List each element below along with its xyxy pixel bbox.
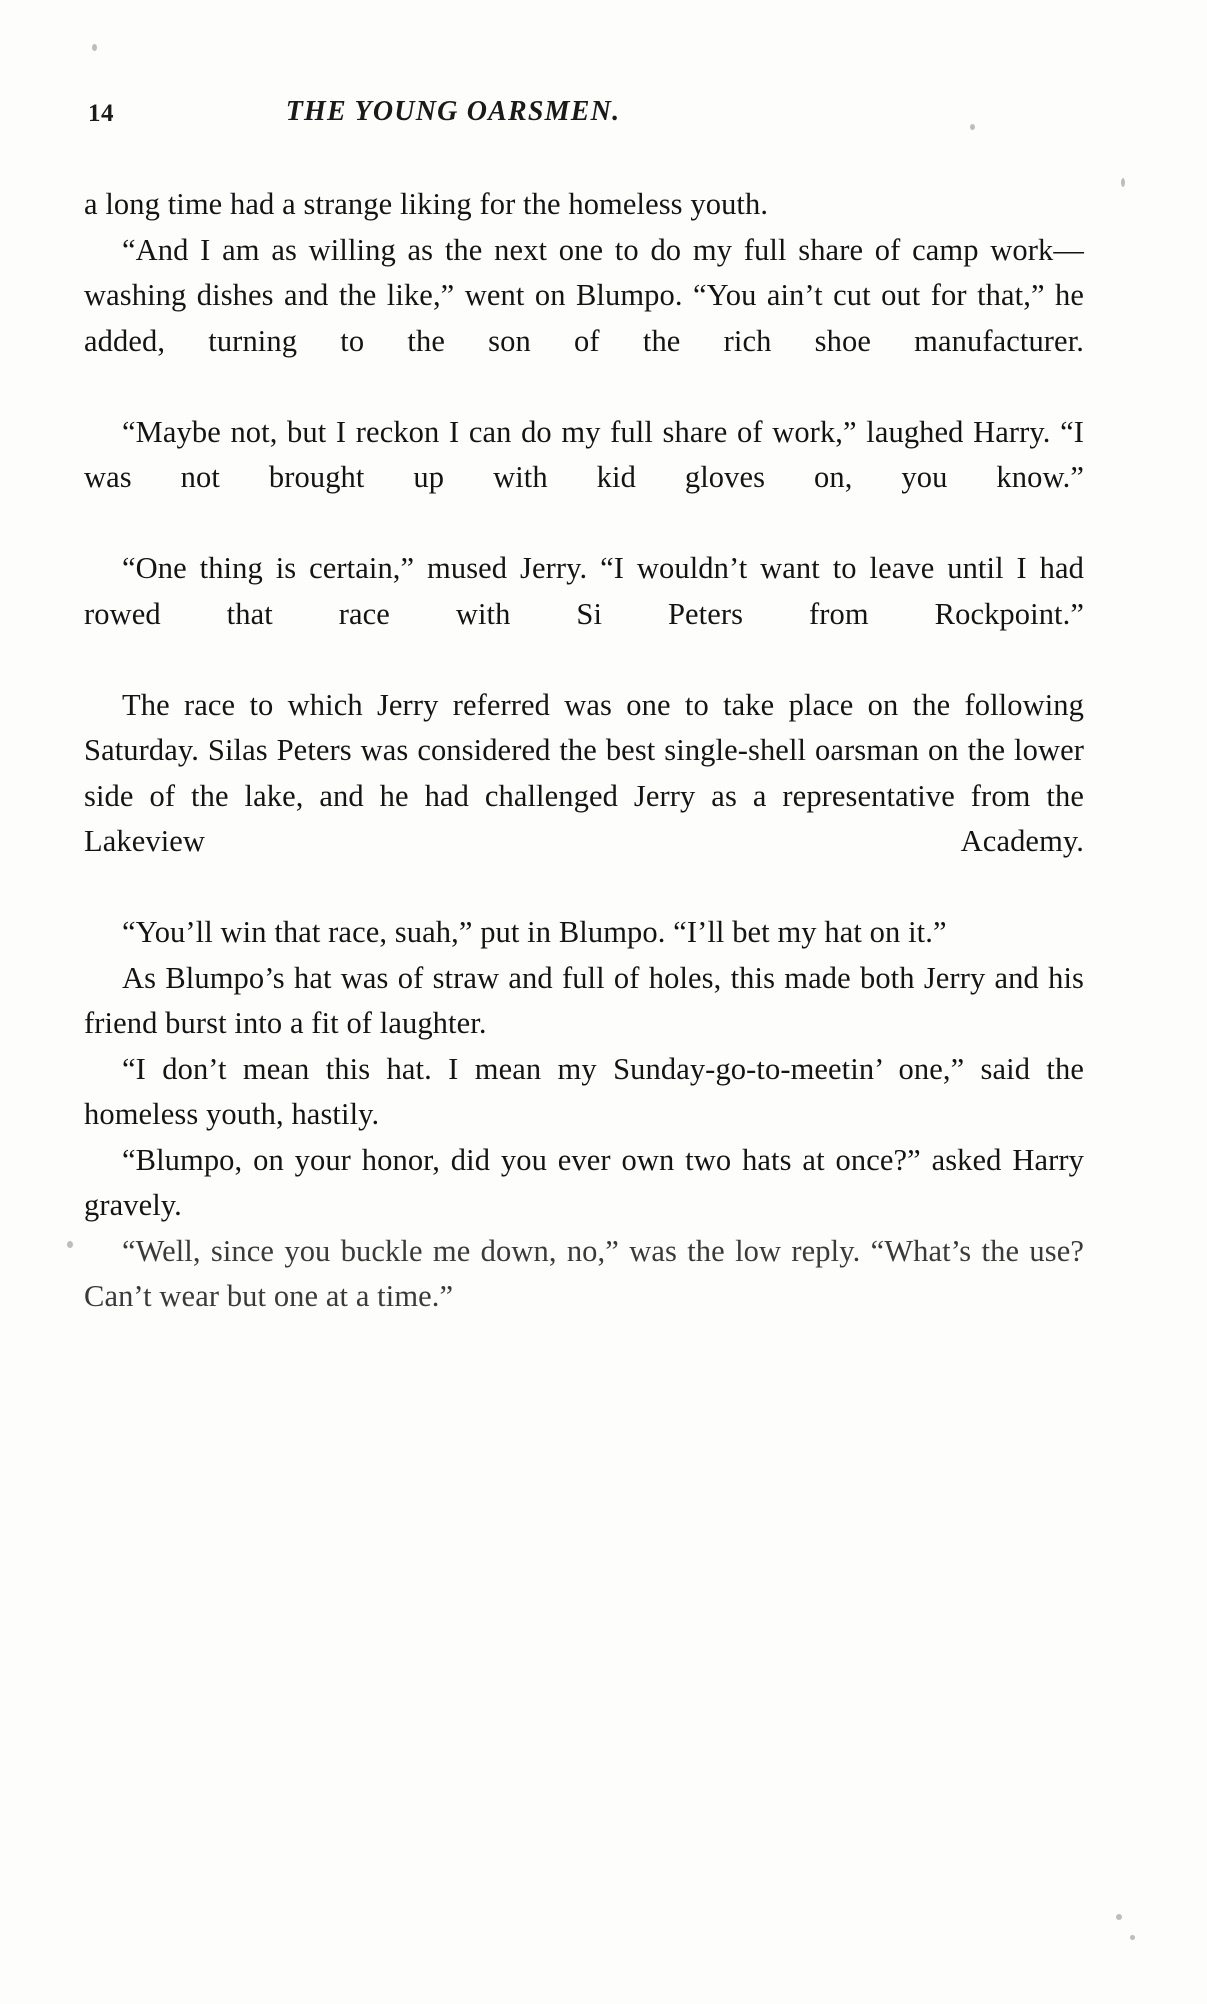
paragraph: “I don’t mean this hat. I mean my Sunday-go-to-meetin’ one,” said the homeless youth, hastily. (84, 1051, 1084, 1131)
page-speck (1116, 1914, 1122, 1920)
paragraph: “Maybe not, but I reckon I can do my full share of work,” laughed Harry. “I was not brought up with kid gloves on, you know.” (84, 414, 1084, 494)
paragraph: As Blumpo’s hat was of straw and full of holes, this made both Jerry and his friend burst into a fit of laughter. (84, 960, 1084, 1040)
page-speck (1121, 178, 1125, 187)
paragraph: The race to which Jerry referred was one to take place on the following Saturday. Silas Peters was considered the best single-shell oarsman on the lower side of the lake, and he had challenged Jerry as a representative from the Lakeview Academy. (84, 687, 1084, 858)
paragraph: “You’ll win that race, suah,” put in Blumpo. “I’ll bet my hat on it.” (122, 915, 947, 949)
page-header (88, 96, 1118, 136)
paragraph: “And I am as willing as the next one to do my full share of camp work—washing dishes and the like,” went on Blumpo. “You ain’t cut out for that,” he added, turning to the son of the rich shoe manufacturer. (84, 232, 1084, 358)
paragraph: “One thing is certain,” mused Jerry. “I wouldn’t want to leave until I had rowed that race with Si Peters from Rockpoint.” (84, 551, 1084, 631)
page-speck (92, 44, 97, 51)
paragraph: “Well, since you buckle me down, no,” was the low reply. “What’s the use? Can’t wear but one at a time.” (84, 1233, 1084, 1313)
page-number: 14 (88, 100, 114, 127)
paragraph: a long time had a strange liking for the homeless youth. (84, 187, 769, 221)
page-speck (67, 1241, 73, 1248)
running-title: THE YOUNG OARSMEN. (285, 96, 621, 127)
page-speck (1130, 1935, 1135, 1940)
page-body (84, 182, 1084, 1320)
paragraph: “Blumpo, on your honor, did you ever own two hats at once?” asked Harry gravely. (84, 1142, 1084, 1222)
